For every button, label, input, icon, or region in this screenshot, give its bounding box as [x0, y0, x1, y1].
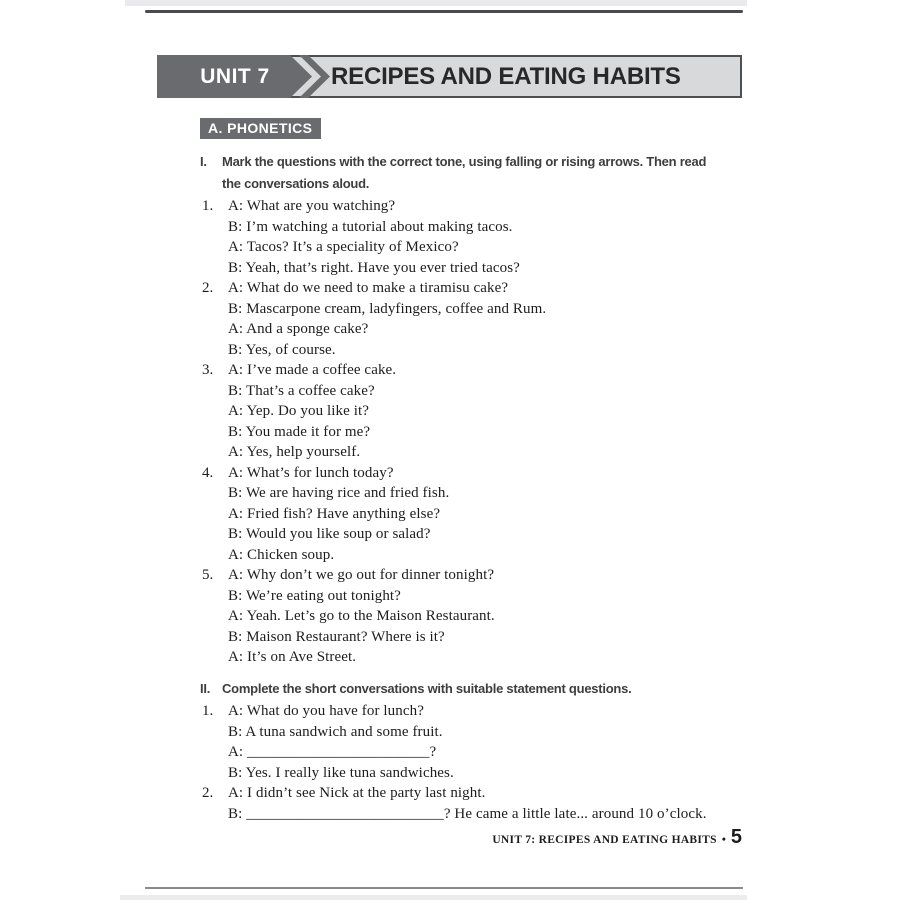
dialogue-line: B: Would you like soup or salad? — [228, 526, 431, 542]
task2-conversations — [202, 701, 722, 824]
conversation-item — [202, 278, 722, 360]
dialogue-line: B: Yes. I really like tuna sandwiches. — [228, 764, 454, 781]
conversation-lines — [228, 463, 722, 566]
conversation-item — [202, 360, 722, 463]
conversation-number: 2. — [202, 785, 214, 801]
conversation-lines — [228, 783, 722, 824]
unit-banner — [157, 55, 742, 98]
conversation-item — [202, 783, 722, 824]
page-footer — [492, 826, 742, 849]
top-rule — [145, 10, 743, 13]
conversation-item — [202, 463, 722, 566]
dialogue-line: A: I’ve made a coffee cake. — [228, 362, 397, 378]
dialogue-line: B: Yes, of course. — [228, 341, 336, 358]
dialogue-line: A: Why don’t we go out for dinner tonight? — [228, 567, 495, 583]
conversation-lines — [228, 278, 722, 360]
dialogue-line: A: What are you watching? — [228, 198, 396, 214]
task1-instruction-text: Mark the questions with the correct tone, using falling or rising arrows. Then read the conversations aloud. — [222, 154, 707, 191]
dialogue-line: B: Maison Restaurant? Where is it? — [228, 628, 445, 645]
dialogue-line: A: What do we need to make a tiramisu cake? — [228, 280, 509, 296]
dialogue-line: A: Tacos? It’s a speciality of Mexico? — [228, 239, 459, 255]
conversation-lines — [228, 565, 722, 668]
conversation-number: 1. — [202, 703, 214, 719]
conversation-number: 3. — [202, 362, 214, 378]
dialogue-line: B: We are having rice and fried fish. — [228, 485, 450, 501]
conversation-lines — [228, 360, 722, 463]
dialogue-line: A: What do you have for lunch? — [228, 703, 425, 719]
dialogue-line: B: __________________________? He came a little late... around 10 o’clock. — [228, 805, 707, 822]
page-edge-top — [125, 0, 747, 6]
dialogue-line: A: I didn’t see Nick at the party last night. — [228, 785, 486, 801]
dialogue-line: A: Yeah. Let’s go to the Maison Restaurant. — [228, 608, 495, 624]
conversation-number: 2. — [202, 280, 214, 296]
dialogue-line: A: What’s for lunch today? — [228, 464, 394, 481]
task2-instruction — [200, 678, 712, 700]
dialogue-line: B: That’s a coffee cake? — [228, 382, 375, 399]
section-phonetics-badge: A. PHONETICS — [200, 118, 321, 139]
task1-instruction — [200, 151, 712, 194]
conversation-item — [202, 565, 722, 668]
conversation-number: 4. — [202, 464, 214, 481]
dialogue-line: B: You made it for me? — [228, 423, 371, 440]
dialogue-line: B: A tuna sandwich and some fruit. — [228, 723, 443, 740]
conversation-lines — [228, 701, 722, 783]
unit-title: RECIPES AND EATING HABITS — [331, 63, 681, 90]
conversation-lines — [228, 196, 722, 278]
dialogue-line: B: We’re eating out tonight? — [228, 587, 401, 604]
conversation-item — [202, 196, 722, 278]
footer-bullet: • — [721, 834, 726, 846]
conversation-number: 1. — [202, 198, 214, 214]
conversation-number: 5. — [202, 567, 214, 583]
dialogue-line: A: Fried fish? Have anything else? — [228, 505, 441, 522]
dialogue-line: A: And a sponge cake? — [228, 321, 369, 337]
dialogue-line: B: Mascarpone cream, ladyfingers, coffee and Rum. — [228, 300, 547, 317]
page-number: 5 — [730, 826, 742, 848]
task1-conversations — [202, 196, 722, 668]
dialogue-line: A: Chicken soup. — [228, 546, 335, 563]
task1-numeral: I. — [200, 154, 207, 169]
dialogue-line: A: It’s on Ave Street. — [228, 649, 357, 665]
conversation-item — [202, 701, 722, 783]
dialogue-line: A: Yes, help yourself. — [228, 444, 361, 460]
dialogue-line: A: ________________________? — [228, 744, 437, 760]
task2-instruction-text: Complete the short conversations with suitable statement questions. — [222, 681, 632, 696]
unit-number-label: UNIT 7 — [200, 65, 270, 88]
dialogue-line: B: Yeah, that’s right. Have you ever tried tacos? — [228, 259, 520, 276]
footer-title: UNIT 7: RECIPES AND EATING HABITS — [492, 834, 717, 846]
page-edge-bottom — [120, 895, 747, 900]
task2-numeral: II. — [200, 681, 211, 696]
bottom-rule — [145, 887, 743, 889]
dialogue-line: B: I’m watching a tutorial about making tacos. — [228, 218, 513, 235]
dialogue-line: A: Yep. Do you like it? — [228, 403, 370, 419]
